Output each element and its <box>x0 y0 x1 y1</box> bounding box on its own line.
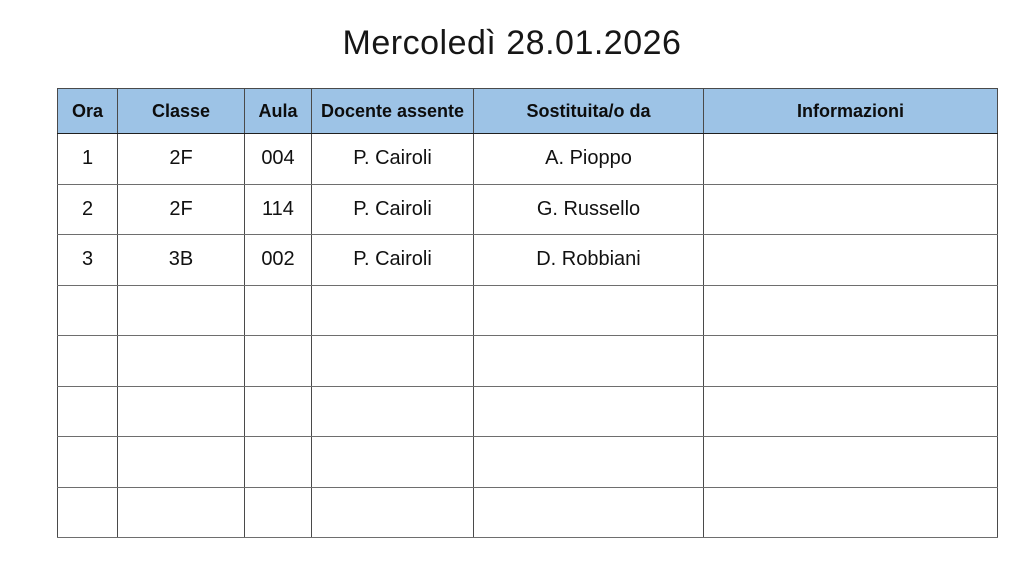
cell-ora <box>58 336 118 387</box>
table-header-row <box>58 89 998 134</box>
cell-docente-assente <box>312 386 474 437</box>
table-row <box>58 285 998 336</box>
table-row <box>58 386 998 437</box>
table-row <box>58 134 998 185</box>
page-title: Mercoledì 28.01.2026 <box>342 24 682 62</box>
cell-sostituita-da <box>474 437 704 488</box>
cell-aula: 114 <box>245 184 312 235</box>
table-body <box>58 134 998 538</box>
cell-ora <box>58 386 118 437</box>
cell-aula: 002 <box>245 235 312 286</box>
cell-ora <box>58 487 118 538</box>
cell-sostituita-da: G. Russello <box>474 184 704 235</box>
column-header-docente-assente: Docente assente <box>312 89 474 134</box>
cell-docente-assente <box>312 487 474 538</box>
cell-ora: 2 <box>58 184 118 235</box>
cell-classe <box>118 437 245 488</box>
substitution-table <box>57 88 998 538</box>
table-row <box>58 336 998 387</box>
cell-aula: 004 <box>245 134 312 185</box>
cell-sostituita-da <box>474 336 704 387</box>
cell-sostituita-da <box>474 285 704 336</box>
cell-ora <box>58 285 118 336</box>
cell-informazioni <box>704 134 998 185</box>
column-header-ora: Ora <box>58 89 118 134</box>
cell-classe: 2F <box>118 134 245 185</box>
cell-aula <box>245 285 312 336</box>
cell-ora: 1 <box>58 134 118 185</box>
table-row <box>58 487 998 538</box>
cell-classe: 2F <box>118 184 245 235</box>
column-header-sostituita-da: Sostituita/o da <box>474 89 704 134</box>
column-header-informazioni: Informazioni <box>704 89 998 134</box>
table-row <box>58 235 998 286</box>
table-row <box>58 437 998 488</box>
cell-sostituita-da: A. Pioppo <box>474 134 704 185</box>
column-header-aula: Aula <box>245 89 312 134</box>
cell-classe <box>118 487 245 538</box>
cell-docente-assente <box>312 285 474 336</box>
cell-informazioni <box>704 386 998 437</box>
table-row <box>58 184 998 235</box>
cell-docente-assente <box>312 437 474 488</box>
cell-docente-assente: P. Cairoli <box>312 235 474 286</box>
cell-docente-assente: P. Cairoli <box>312 134 474 185</box>
cell-classe <box>118 285 245 336</box>
cell-aula <box>245 487 312 538</box>
cell-aula <box>245 336 312 387</box>
cell-aula <box>245 386 312 437</box>
cell-classe: 3B <box>118 235 245 286</box>
cell-classe <box>118 386 245 437</box>
cell-sostituita-da: D. Robbiani <box>474 235 704 286</box>
cell-sostituita-da <box>474 487 704 538</box>
cell-informazioni <box>704 437 998 488</box>
cell-classe <box>118 336 245 387</box>
cell-informazioni <box>704 285 998 336</box>
cell-informazioni <box>704 487 998 538</box>
cell-informazioni <box>704 184 998 235</box>
cell-aula <box>245 437 312 488</box>
cell-ora <box>58 437 118 488</box>
cell-informazioni <box>704 235 998 286</box>
column-header-classe: Classe <box>118 89 245 134</box>
cell-sostituita-da <box>474 386 704 437</box>
cell-docente-assente <box>312 336 474 387</box>
cell-docente-assente: P. Cairoli <box>312 184 474 235</box>
cell-ora: 3 <box>58 235 118 286</box>
cell-informazioni <box>704 336 998 387</box>
